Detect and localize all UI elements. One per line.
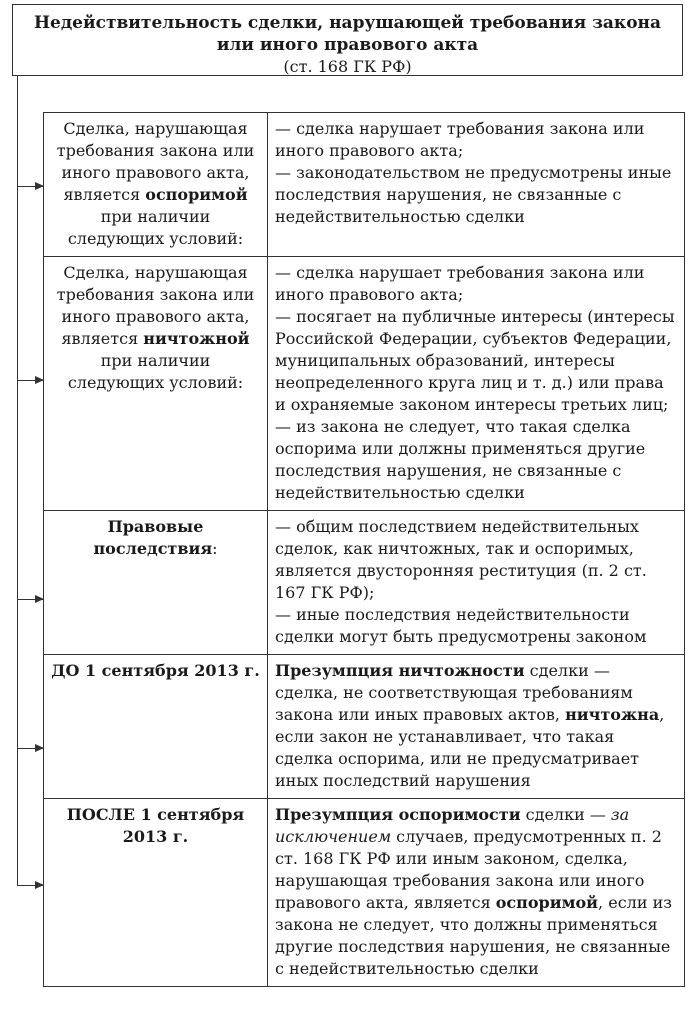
arrow-row-1-icon xyxy=(17,186,43,187)
arrow-row-5-icon xyxy=(17,885,43,886)
connector-trunk-line xyxy=(17,76,18,886)
row-4-text-1: сделки — сделка, не соответствующая требованиям закона или иных правовых актов, xyxy=(275,661,633,724)
row-1-left-text-end: при наличии следующих условий: xyxy=(67,207,244,248)
row-5-bold-term: оспоримой xyxy=(495,893,599,912)
row-2-left-text-end: при наличии следующих условий: xyxy=(67,351,244,392)
row-1-right-cell xyxy=(268,113,685,257)
row-5-text-2: случаев, предусмотренных п. 2 ст. 168 ГК РФ или иным законом, сделка, нарушающая требования закона или иного правового акта, является xyxy=(275,827,662,912)
row-5-text-3: , если из закона не следует, что должны применяться другие последствия нарушения, не связанные с недействительностью сделки xyxy=(275,893,672,978)
row-4-right-cell xyxy=(268,655,685,799)
row-4-text-2: , если закон не устанавливает, что такая сделка оспорима, или не предусматривает иных последствий нарушения xyxy=(275,705,665,790)
conditions-table xyxy=(43,112,685,987)
row-2-left-cell xyxy=(44,257,268,511)
row-4-bold-term: ничтожна xyxy=(565,705,660,724)
row-2-condition-3: — из закона не следует, что такая сделка оспорима или должны применяться другие последствия нарушения, не связанные с недействительностью сделки xyxy=(275,417,646,502)
row-2-right-cell xyxy=(268,257,685,511)
row-4-presumption-title: Презумпция ничтожности xyxy=(275,661,525,680)
header-title-line2: или иного правового акта xyxy=(216,35,479,55)
row-5-left-cell xyxy=(44,799,268,987)
row-1-left-bold: оспоримой xyxy=(145,185,248,204)
header-title-line1: Недействительность сделки, нарушающей требования закона xyxy=(33,13,662,33)
header-subtitle: (ст. 168 ГК РФ) xyxy=(283,57,412,76)
row-4-left-cell xyxy=(44,655,268,799)
row-5-presumption-title: Презумпция оспоримости xyxy=(275,805,521,824)
row-3-left-text-end: : xyxy=(212,539,218,558)
row-3-consequence-2: — иные последствия недействительности сделки могут быть предусмотрены законом xyxy=(275,605,647,646)
table-row xyxy=(44,113,685,257)
row-3-consequence-1: — общим последствием недействительных сделок, как ничтожных, так и оспоримых, является двусторонняя реституция (п. 2 ст. 167 ГК РФ); xyxy=(275,517,647,602)
table-row xyxy=(44,257,685,511)
row-4-left-bold: ДО 1 сентября 2013 г. xyxy=(51,661,260,680)
table-row xyxy=(44,655,685,799)
row-2-condition-2: — посягает на публичные интересы (интересы Российской Федерации, субъектов Федерации, муниципальных образований, интересы неопределенного круга лиц и т. д.) или права и охраняемые законом интересы третьих лиц; xyxy=(275,307,675,414)
row-5-text-1: сделки xyxy=(520,805,590,824)
row-3-left-bold: Правовые последствия xyxy=(93,517,213,558)
arrow-row-3-icon xyxy=(17,599,43,600)
row-5-left-bold: ПОСЛЕ 1 сентября 2013 г. xyxy=(66,805,245,846)
row-1-left-text: Сделка, нарушающая требования закона или иного правового акта, является xyxy=(56,119,255,204)
row-1-condition-1: — сделка нарушает требования закона или иного правового акта; xyxy=(275,119,645,160)
diagram-header xyxy=(12,4,683,76)
row-5-right-cell xyxy=(268,799,685,987)
table-row xyxy=(44,511,685,655)
row-3-right-cell xyxy=(268,511,685,655)
row-5-italic-text: — за исключением xyxy=(275,805,630,846)
row-2-condition-1: — сделка нарушает требования закона или иного правового акта; xyxy=(275,263,645,304)
row-2-left-text: Сделка, нарушающая требования закона или иного правового акта, является xyxy=(56,263,255,348)
arrow-row-4-icon xyxy=(17,748,43,749)
arrow-row-2-icon xyxy=(17,380,43,381)
table-row xyxy=(44,799,685,987)
row-2-left-bold: ничтожной xyxy=(143,329,250,348)
row-3-left-cell xyxy=(44,511,268,655)
row-1-left-cell xyxy=(44,113,268,257)
row-1-condition-2: — законодательством не предусмотрены иные последствия нарушения, не связанные с недействительностью сделки xyxy=(275,163,672,226)
